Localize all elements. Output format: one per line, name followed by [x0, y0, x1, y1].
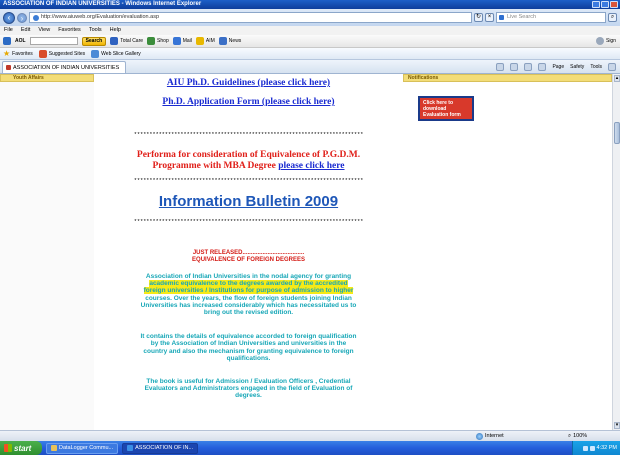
performa-heading [94, 150, 403, 172]
aol-search-button[interactable]: Search [82, 37, 107, 46]
home-icon[interactable] [496, 63, 504, 71]
toolbar-home[interactable] [3, 37, 11, 45]
paragraph-2 [94, 333, 403, 362]
separator-3: ************************************************************************** [133, 218, 364, 225]
zoom-control[interactable] [568, 432, 587, 440]
windows-logo-icon [4, 444, 12, 452]
toolbar-total-care[interactable] [110, 37, 143, 45]
menu-tools[interactable]: Tools [88, 27, 102, 33]
just-released-block [94, 250, 403, 264]
tray-network-icon[interactable] [583, 446, 588, 451]
shop-icon [147, 37, 155, 45]
tray-volume-icon[interactable] [590, 446, 595, 451]
forward-button[interactable]: › [17, 13, 27, 23]
datalogger-icon [51, 445, 57, 451]
para1-line1: Association of Indian Universities in the nodal agency for granting [145, 273, 352, 280]
para2-line2: by the Association of Indian Universities and universities in the [150, 340, 347, 348]
toolbar-shop[interactable] [147, 37, 169, 45]
zone-label: Internet [485, 433, 504, 439]
scroll-thumb[interactable] [614, 122, 620, 144]
left-sidebar [0, 74, 94, 430]
vertical-scrollbar[interactable] [612, 74, 620, 430]
menu-bar [0, 26, 620, 35]
command-safety[interactable]: Safety [570, 64, 585, 70]
zoom-label: 100% [573, 433, 588, 439]
aol-logo[interactable] [15, 38, 26, 44]
suggested-sites-icon [39, 50, 47, 58]
toolbar-total-care-label: Total Care [120, 38, 144, 44]
bulletin-title-wrap[interactable] [94, 193, 403, 210]
toolbar-mail-label: Mail [182, 38, 192, 44]
favorites-button[interactable] [3, 50, 33, 58]
para3-line2: Evaluators and Administrators engaged in the field of Evaluation of [144, 385, 353, 393]
para2-line4: qualifications. [226, 354, 271, 362]
window-controls [592, 1, 618, 8]
star-icon: ★ [3, 48, 11, 58]
fav-web-slice-gallery[interactable] [91, 50, 141, 58]
paragraph-1 [94, 273, 403, 316]
mail-icon [173, 37, 181, 45]
start-label: start [14, 443, 32, 453]
back-button[interactable]: ‹ [3, 12, 15, 24]
equivalence-heading: EQUIVALENCE OF FOREIGN DEGREES [192, 257, 305, 263]
shield-icon [110, 37, 118, 45]
menu-file[interactable]: File [4, 27, 13, 33]
address-url: http://www.aiuweb.org/Evaluation/evaluation.asp [41, 14, 160, 20]
clock[interactable]: 4:32 PM [596, 445, 617, 451]
search-icon[interactable]: ⌕ [608, 13, 617, 22]
toolbar-aim-label: AIM [205, 38, 215, 44]
menu-favorites[interactable]: Favorites [58, 27, 81, 33]
scroll-down-icon[interactable]: ▾ [615, 422, 619, 428]
phd-application-text: Ph.D. Application Form (please click here) [162, 97, 335, 107]
command-tools[interactable]: Tools [590, 64, 602, 70]
menu-help[interactable]: Help [109, 27, 121, 33]
performa-line-2 [94, 161, 403, 172]
taskbar-ie-window[interactable] [122, 443, 198, 454]
notifications-header[interactable]: Notifications [403, 74, 612, 82]
start-button[interactable] [0, 441, 42, 455]
para3-line1: The book is useful for Admission / Evaluation Officers , Credential [146, 378, 351, 386]
maximize-button[interactable] [601, 1, 609, 8]
para1-highlight-1: academic equivalence to the degrees awarded by the accredited [149, 280, 348, 288]
fav-web-slice-label: Web Slice Gallery [101, 50, 141, 57]
scroll-up-icon[interactable]: ▴ [615, 75, 619, 81]
magnifier-icon: ⌕ [568, 432, 572, 439]
status-bar [0, 430, 620, 441]
gear-icon [596, 37, 604, 45]
taskbar-datalogger-label: DataLogger Commu... [59, 444, 114, 451]
performa-line-2-text: Programme with MBA Degree [152, 161, 276, 171]
stop-icon[interactable]: × [485, 13, 494, 22]
command-page[interactable]: Page [552, 64, 565, 70]
para1-line4: courses. Over the years, the flow of foreign students joining Indian [145, 294, 352, 302]
para1-highlight-2: foreign universities / Institutions for purpose of admission to higher [143, 287, 354, 295]
separator-2: ************************************************************************** [133, 177, 364, 184]
news-icon [219, 37, 227, 45]
aol-toolbar [0, 35, 620, 48]
aim-icon [196, 37, 204, 45]
system-tray [572, 441, 620, 455]
address-row [0, 9, 620, 26]
performa-line-1: Performa for consideration of Equivalence of P.G.D.M. [136, 150, 361, 160]
hp-icon [3, 37, 11, 45]
phd-guidelines-link[interactable] [94, 78, 403, 88]
ie-icon [127, 445, 133, 451]
close-button[interactable] [610, 1, 618, 8]
performa-link[interactable]: please click here [278, 161, 345, 171]
paragraph-3 [94, 378, 403, 400]
para1-line6: bring out the revised edition. [203, 309, 294, 317]
page-content [0, 74, 612, 430]
address-bar[interactable] [29, 12, 472, 23]
globe-icon [476, 433, 483, 440]
favorites-bar [0, 48, 620, 60]
phd-guidelines-text: AIU Ph.D. Guidelines (please click here) [166, 78, 331, 88]
para3-line3: degrees. [235, 392, 262, 400]
right-sidebar [403, 74, 612, 430]
taskbar-ie-label: ASSOCIATION OF IN... [135, 444, 194, 451]
window-title-bar [0, 0, 620, 9]
menu-edit[interactable]: Edit [20, 27, 31, 33]
toolbar-aim[interactable] [196, 37, 215, 45]
para2-line1: It contains the details of equivalence accorded to foreign qualification [140, 333, 357, 341]
favorites-label: Favorites [12, 50, 33, 57]
taskbar-datalogger[interactable] [46, 443, 118, 454]
mail-read-icon[interactable] [524, 63, 532, 71]
tab-aiu[interactable] [2, 61, 126, 73]
help-icon[interactable] [608, 63, 616, 71]
toolbar-sign-label: Sign [605, 38, 616, 44]
security-zone[interactable] [476, 432, 504, 440]
live-search-input[interactable]: Live Search [496, 12, 606, 23]
aol-label: AOL [15, 38, 26, 44]
tab-row [0, 60, 620, 74]
para1-line5: Universities has increased considerably which has necessitated us to [140, 301, 357, 309]
taskbar [0, 441, 620, 455]
refresh-icon[interactable]: ↻ [475, 14, 482, 20]
just-released-text: JUST RELEASED..................................... [192, 250, 305, 256]
window-title: ASSOCIATION OF INDIAN UNIVERSITIES - Windows Internet Explorer [3, 1, 202, 7]
minimize-button[interactable] [592, 1, 600, 8]
phd-application-link[interactable] [94, 97, 403, 107]
aiu-favicon-icon [6, 65, 11, 70]
web-slice-icon [91, 50, 99, 58]
fav-suggested-sites-label: Suggested Sites [48, 50, 86, 57]
toolbar-sign-in[interactable] [596, 37, 616, 45]
feeds-icon[interactable] [510, 63, 518, 71]
para2-line3: country and also the mechanism for granting equivalence to foreign [143, 347, 354, 355]
bulletin-title: Information Bulletin 2009 [158, 193, 339, 210]
fav-suggested-sites[interactable] [39, 50, 85, 58]
ie-page-icon [33, 15, 39, 21]
toolbar-news[interactable] [219, 37, 242, 45]
toolbar-mail[interactable] [173, 37, 192, 45]
tab-aiu-label: ASSOCIATION OF INDIAN UNIVERSITIES [13, 64, 120, 71]
aol-search-input[interactable] [30, 37, 78, 45]
main-content [94, 74, 403, 430]
evaluation-form-button[interactable]: Click here to download Evaluation form [418, 96, 474, 121]
youth-affairs-header[interactable]: Youth Affairs [0, 74, 94, 82]
toolbar-shop-label: Shop [157, 38, 169, 44]
command-bar [496, 62, 616, 72]
menu-view[interactable]: View [38, 27, 51, 33]
separator-1: ************************************************************************** [133, 131, 364, 138]
toolbar-news-label: News [228, 38, 242, 44]
print-icon[interactable] [538, 63, 546, 71]
